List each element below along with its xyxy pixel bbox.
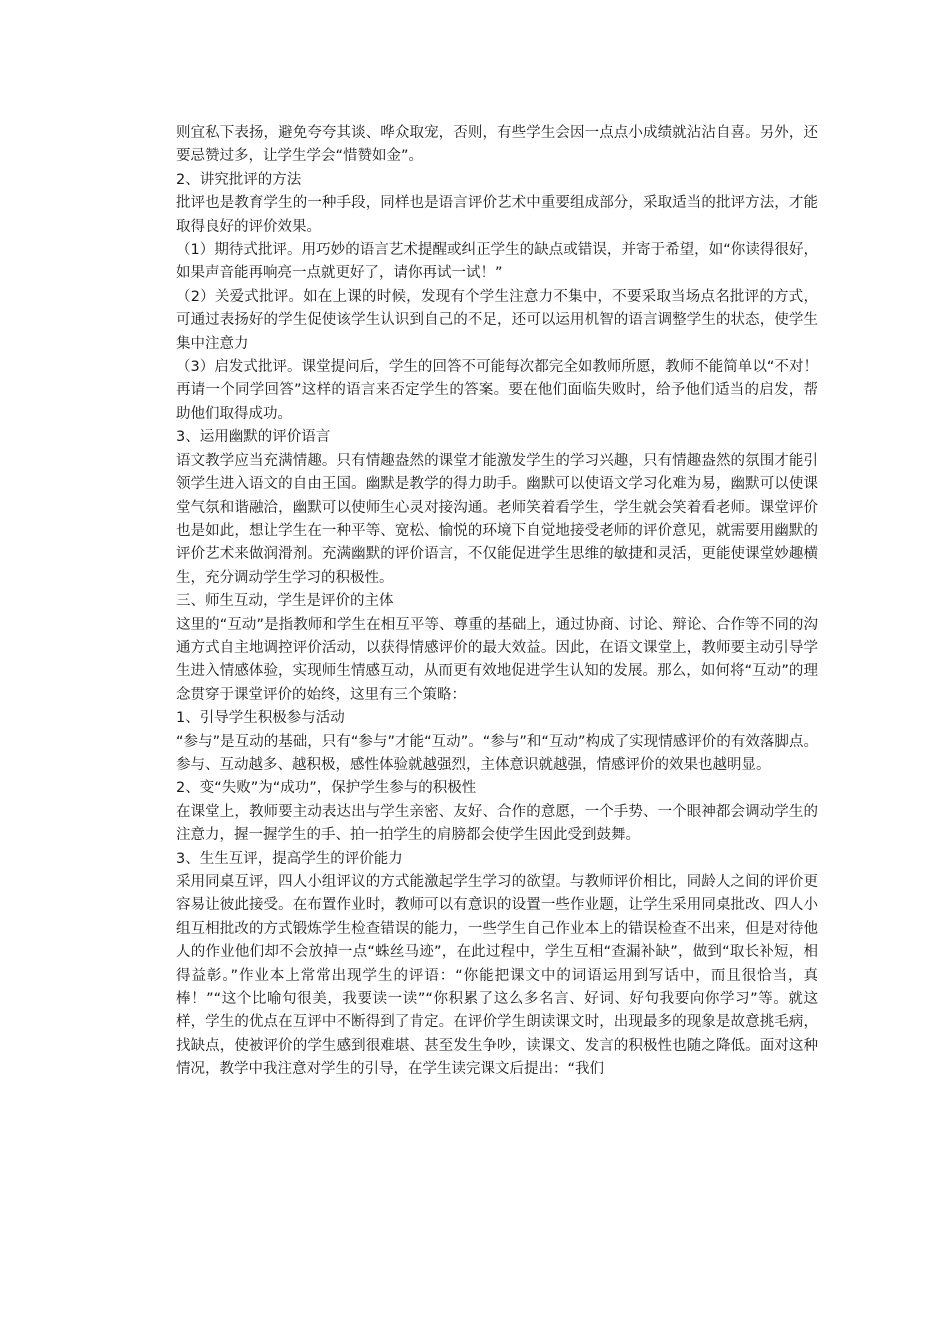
paragraph-criticism-intro: 批评也是教育学生的一种手段，同样也是语言评价艺术中重要组成部分，采取适当的批评方法，才能取得良好的评价效果。 (176, 195, 818, 235)
heading-failure-to-success: 2、变“失败”为“成功”，保护学生参与的积极性 (176, 780, 477, 797)
heading-participation: 1、引导学生积极参与活动 (176, 710, 345, 727)
paragraph-interaction: 这里的“互动”是指教师和学生在相互平等、尊重的基础上，通过协商、讨论、辩论、合作等不同的沟通方式自主地调控评价活动，以获得情感评价的最大效益。因此，在语文课堂上，教师要主动引导学生进入情感体验，实现师生情感互动，从而更有效地促进学生认知的发展。那么，如何将“互动”的理念贯穿于课堂评价的始终，这里有三个策略： (176, 616, 818, 703)
paragraph-caring-criticism: （2）关爱式批评。如在上课的时候，发现有个学生注意力不集中，不要采取当场点名批评的方式，可通过表扬好的学生促使该学生认识到自己的不足，还可以运用机智的语言调整学生的状态，使学生集中注意力 (176, 288, 818, 352)
heading-humor-evaluation: 3、运用幽默的评价语言 (176, 429, 331, 446)
heading-section-three: 三、师生互动，学生是评价的主体 (176, 593, 394, 610)
paragraph-peer-evaluation: 采用同桌互评，四人小组评议的方式能激起学生学习的欲望。与教师评价相比，同龄人之间的评价更容易让彼此接受。在布置作业时，教师可以有意识的设置一些作业题，让学生采用同桌批改、四人小组互相批改的方式锻炼学生检查错误的能力，一些学生自己作业本上的错误检查不出来，但是对待他人的作业他们却不会放掉一点“蛛丝马迹”，在此过程中，学生互相“查漏补缺”，做到“取长补短，相得益彰。”作业本上常常出现学生的评语：“你能把课文中的词语运用到写话中，而且很恰当，真棒！”“这个比喻句很美，我要读一读”“你积累了这么多名言、好词、好句我要向你学习”等。就这样，学生的优点在互评中不断得到了肯定。在评价学生朗读课文时，出现最多的现象是故意挑毛病，找缺点，使被评价的学生感到很难堪、甚至发生争吵，读课文、发言的积极性也随之降低。面对这种情况，教学中我注意对学生的引导，在学生读完课文后提出：“我们 (176, 874, 818, 1078)
paragraph-praise-privately: 则宜私下表扬，避免夸夸其谈、哗众取宠，否则，有些学生会因一点点小成绩就沾沾自喜。另外，还要忌赞过多，让学生学会“惜赞如金”。 (176, 125, 818, 165)
paragraph-humor: 语文教学应当充满情趣。只有情趣盎然的课堂才能激发学生的学习兴趣，只有情趣盎然的氛围才能引领学生进入语文的自由王国。幽默是教学的得力助手。幽默可以使语文学习化难为易，幽默可以使课堂气氛和谐融洽，幽默可以使师生心灵对接沟通。老师笑着看学生，学生就会笑着看老师。课堂评价也是如此，想让学生在一种平等、宽松、愉悦的环境下自觉地接受老师的评价意见，就需要用幽默的评价艺术来做润滑剂。充满幽默的评价语言，不仅能促进学生思维的敏捷和灵活，更能使课堂妙趣横生，充分调动学生学习的积极性。 (176, 452, 818, 586)
heading-peer-evaluation: 3、生生互评，提高学生的评价能力 (176, 850, 403, 867)
paragraph-participation: “参与”是互动的基础，只有“参与”才能“互动”。“参与”和“互动”构成了实现情感评价的有效落脚点。参与、互动越多、越积极，感性体验就越强烈，主体意识就越强，情感评价的效果也越明显。 (176, 733, 818, 773)
paragraph-heuristic-criticism: （3）启发式批评。课堂提问后，学生的回答不可能每次都完全如教师所愿，教师不能简单以“不对！再请一个同学回答”这样的语言来否定学生的答案。要在他们面临失败时，给予他们适当的启发，帮助他们取得成功。 (176, 359, 818, 422)
document-body (176, 122, 818, 1082)
heading-criticism-method: 2、讲究批评的方法 (176, 171, 302, 188)
paragraph-failure-to-success: 在课堂上，教师要主动表达出与学生亲密、友好、合作的意愿，一个手势、一个眼神都会调动学生的注意力，握一握学生的手、拍一拍学生的肩膀都会使学生因此受到鼓舞。 (176, 803, 818, 844)
paragraph-expectant-criticism: （1）期待式批评。用巧妙的语言艺术提醒或纠正学生的缺点或错误，并寄于希望，如“你读得很好，如果声音能再响亮一点就更好了，请你再试一试！” (176, 242, 818, 282)
